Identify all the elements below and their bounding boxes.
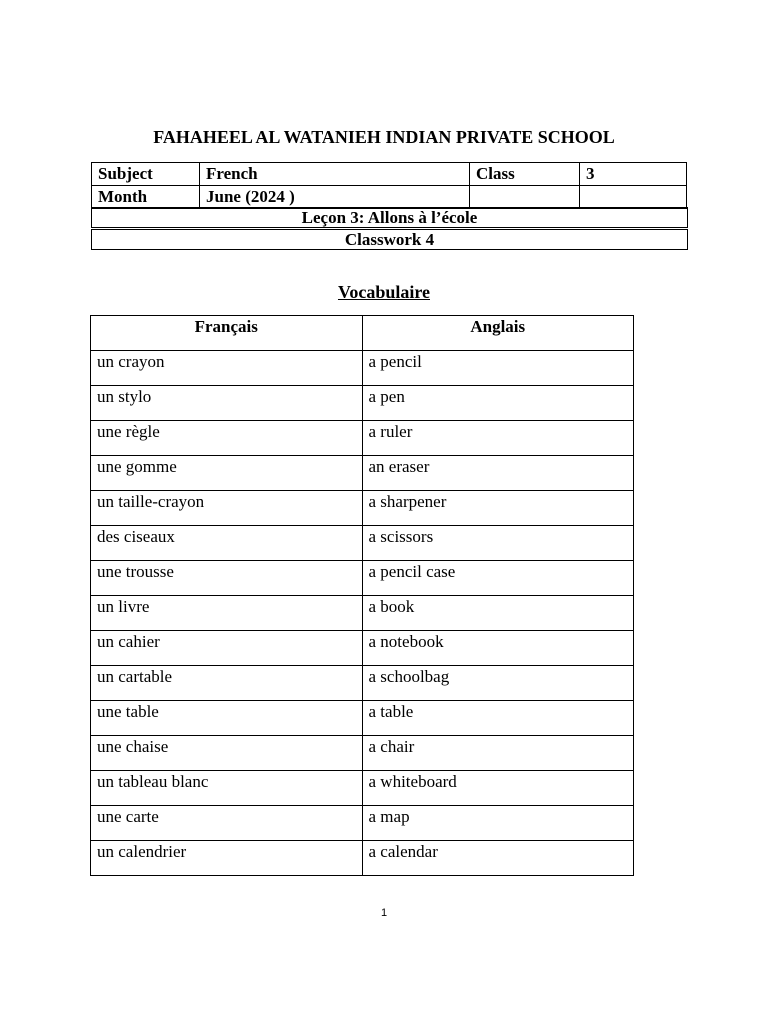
english-word: a scissors bbox=[362, 526, 634, 561]
english-word: a whiteboard bbox=[362, 771, 634, 806]
vocabulary-table bbox=[90, 315, 634, 876]
column-header-french: Français bbox=[91, 316, 363, 351]
classwork-title: Classwork 4 bbox=[91, 229, 688, 250]
english-word: a pencil case bbox=[362, 561, 634, 596]
subject-value: French bbox=[200, 163, 470, 186]
english-word: a book bbox=[362, 596, 634, 631]
class-label: Class bbox=[470, 163, 580, 186]
table-row bbox=[91, 841, 634, 876]
month-label: Month bbox=[92, 186, 200, 209]
table-row bbox=[91, 771, 634, 806]
french-word: un stylo bbox=[91, 386, 363, 421]
info-table bbox=[91, 162, 687, 209]
french-word: une table bbox=[91, 701, 363, 736]
table-row bbox=[91, 526, 634, 561]
table-row bbox=[91, 456, 634, 491]
month-extra-cell-1 bbox=[470, 186, 580, 209]
french-word: un crayon bbox=[91, 351, 363, 386]
french-word: des ciseaux bbox=[91, 526, 363, 561]
table-row bbox=[91, 701, 634, 736]
table-row bbox=[91, 736, 634, 771]
english-word: a calendar bbox=[362, 841, 634, 876]
french-word: un taille-crayon bbox=[91, 491, 363, 526]
french-word: un cartable bbox=[91, 666, 363, 701]
month-extra-cell-2 bbox=[580, 186, 687, 209]
column-header-english: Anglais bbox=[362, 316, 634, 351]
table-row bbox=[91, 561, 634, 596]
table-row bbox=[91, 386, 634, 421]
english-word: a table bbox=[362, 701, 634, 736]
class-value: 3 bbox=[580, 163, 687, 186]
info-row-subject bbox=[92, 163, 687, 186]
french-word: une carte bbox=[91, 806, 363, 841]
french-word: un tableau blanc bbox=[91, 771, 363, 806]
english-word: a pencil bbox=[362, 351, 634, 386]
lesson-title: Leçon 3: Allons à l’école bbox=[91, 207, 688, 228]
vocabulary-header-row bbox=[91, 316, 634, 351]
vocabulary-heading: Vocabulaire bbox=[337, 282, 430, 302]
table-row bbox=[91, 596, 634, 631]
french-word: un livre bbox=[91, 596, 363, 631]
table-row bbox=[91, 351, 634, 386]
english-word: a map bbox=[362, 806, 634, 841]
month-value: June (2024 ) bbox=[200, 186, 470, 209]
french-word: une gomme bbox=[91, 456, 363, 491]
page-number: 1 bbox=[380, 907, 388, 919]
french-word: une trousse bbox=[91, 561, 363, 596]
english-word: a pen bbox=[362, 386, 634, 421]
english-word: a chair bbox=[362, 736, 634, 771]
table-row bbox=[91, 491, 634, 526]
english-word: a ruler bbox=[362, 421, 634, 456]
english-word: a sharpener bbox=[362, 491, 634, 526]
english-word: a notebook bbox=[362, 631, 634, 666]
table-row bbox=[91, 666, 634, 701]
school-name: FAHAHEEL AL WATANIEH INDIAN PRIVATE SCHOOL bbox=[153, 127, 615, 147]
english-word: an eraser bbox=[362, 456, 634, 491]
vocabulary-body bbox=[91, 351, 634, 876]
subject-label: Subject bbox=[92, 163, 200, 186]
english-word: a schoolbag bbox=[362, 666, 634, 701]
table-row bbox=[91, 421, 634, 456]
table-row bbox=[91, 806, 634, 841]
french-word: un calendrier bbox=[91, 841, 363, 876]
french-word: une règle bbox=[91, 421, 363, 456]
info-row-month bbox=[92, 186, 687, 209]
table-row bbox=[91, 631, 634, 666]
french-word: une chaise bbox=[91, 736, 363, 771]
french-word: un cahier bbox=[91, 631, 363, 666]
